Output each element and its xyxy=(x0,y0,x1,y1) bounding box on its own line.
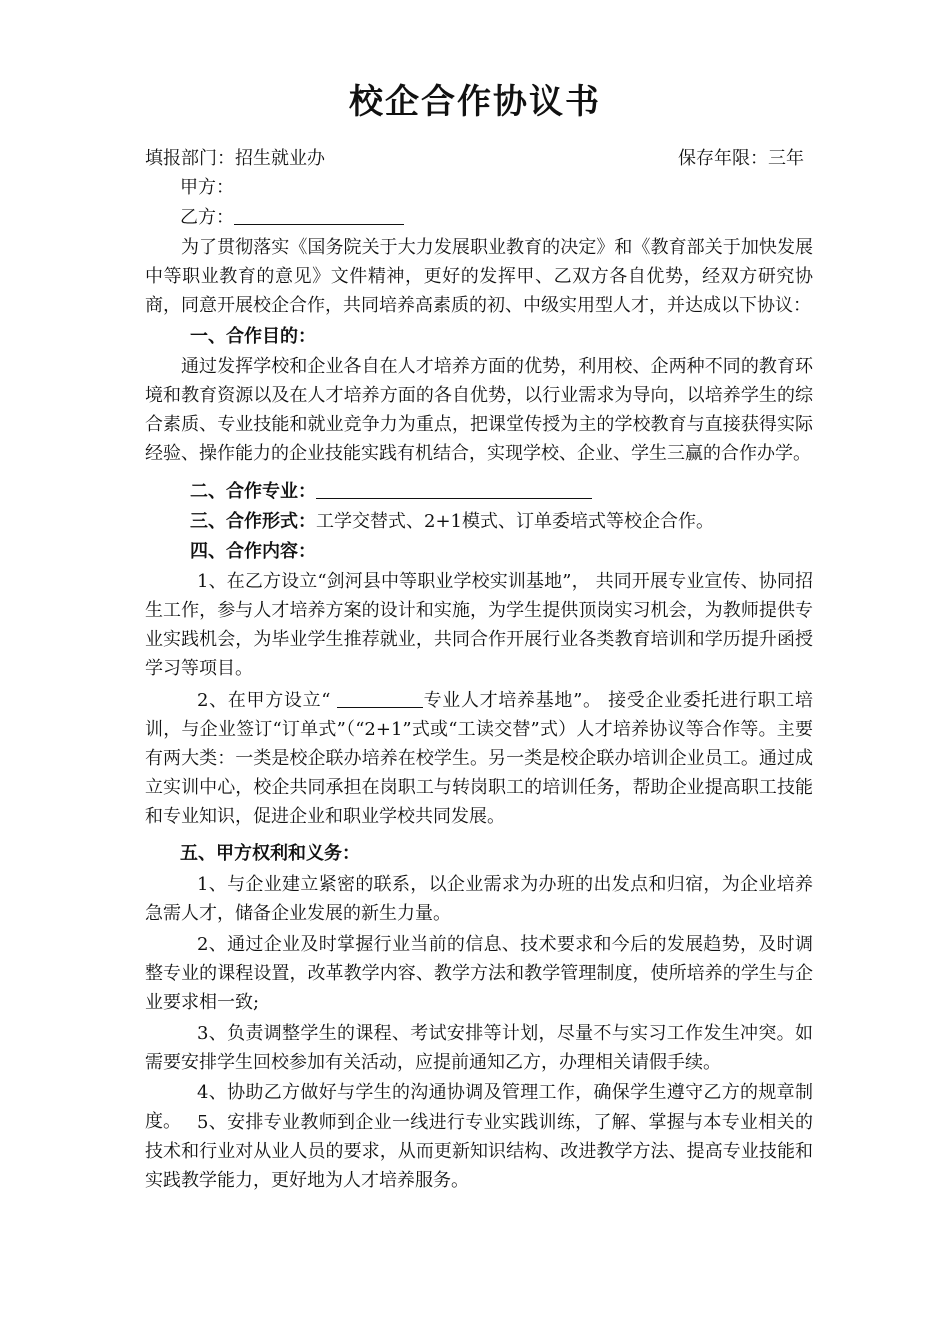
party-b-blank[interactable] xyxy=(234,204,404,225)
item-2-text: 专业人才培养基地”。 接受企业委托进行职工培训，与企业签订“订单式”（“2+1”式或“工读交替”式）人才培养协议等合作等。主要有两大类：一类是校企联办培养在校学生。另一类是校企联办培训企业员工。通过成立实训中心，校企共同承担在岗职工与转岗职工的培训任务，帮助企业提高职工技能和专业知识，促进企业和职业学校共同发展。 xyxy=(145,690,813,827)
section-5-heading: 五、甲方权利和义务： xyxy=(180,843,360,864)
document-title: 校企合作协议书 xyxy=(349,82,601,122)
section-2-row xyxy=(190,478,592,506)
major-blank[interactable] xyxy=(316,478,592,499)
section-4-heading: 四、合作内容： xyxy=(190,541,316,562)
section-5-item-5: 5、安排专业教师到企业一线进行专业实践训练，了解、掌握与本专业相关的技术和行业对从业人员的要求，从而更新知识结构、改进教学方法、提高专业技能和实践教学能力，更好地为人才培养服务。 xyxy=(145,1112,813,1191)
fill-department: 填报部门：招生就业办 xyxy=(145,148,325,169)
section-3-row xyxy=(190,508,714,536)
section-5-item-4: 4、协助乙方做好与学生的沟通协调及管理工作，确保学生遵守乙方的规章制度。 xyxy=(145,1082,813,1132)
section-3-heading: 三、合作形式： xyxy=(190,511,316,532)
retention-period: 保存年限：三年 xyxy=(678,148,804,169)
intro-paragraph: 为了贯彻落实《国务院关于大力发展职业教育的决定》和《教育部关于加快发展中等职业教育的意见》文件精神，更好的发挥甲、乙双方各自优势，经双方研究协商，同意开展校企合作，共同培养高素质的初、中级实用型人才，并达成以下协议： xyxy=(145,237,813,316)
party-b-label: 乙方： xyxy=(180,207,234,228)
section-4-item-1: 1、在乙方设立“剑河县中等职业学校实训基地”， 共同开展专业宣传、协同招生工作，参与人才培养方案的设计和实施，为学生提供顶岗实习机会，为教师提供专业实践机会，为毕业学生推荐就业，共同合作开展行业各类教育培训和学历提升函授学习等项目。 xyxy=(145,571,813,679)
section-5-item-3: 3、负责调整学生的课程、考试安排等计划，尽量不与实习工作发生冲突。如需要安排学生回校参加有关活动，应提前通知乙方，办理相关请假手续。 xyxy=(145,1023,813,1073)
section-3-body: 工学交替式、2+1模式、订单委培式等校企合作。 xyxy=(316,511,714,532)
section-5-item-1: 1、与企业建立紧密的联系，以企业需求为办班的出发点和归宿，为企业培养急需人才，储备企业发展的新生力量。 xyxy=(145,874,813,924)
section-1-heading: 一、合作目的： xyxy=(190,326,316,347)
party-b-row xyxy=(180,204,404,232)
section-4-item-2 xyxy=(145,686,813,831)
section-5-item-2: 2、通过企业及时掌握行业当前的信息、技术要求和今后的发展趋势，及时调整专业的课程设置，改革教学内容、教学方法和教学管理制度，使所培养的学生与企业要求相一致; xyxy=(145,934,813,1013)
party-a-label: 甲方： xyxy=(180,177,234,198)
item-2-prefix: 2、在甲方设立“ xyxy=(197,690,337,711)
section-1-body: 通过发挥学校和企业各自在人才培养方面的优势，利用校、企两种不同的教育环境和教育资源以及在人才培养方面的各自优势，以行业需求为导向，以培养学生的综合素质、专业技能和就业竞争力为重点，把课堂传授为主的学校教育与直接获得实际经验、操作能力的企业技能实践有机结合，实现学校、企业、学生三赢的合作办学。 xyxy=(145,356,813,464)
section-2-heading: 二、合作专业： xyxy=(190,481,316,502)
base-major-blank[interactable] xyxy=(337,687,423,708)
